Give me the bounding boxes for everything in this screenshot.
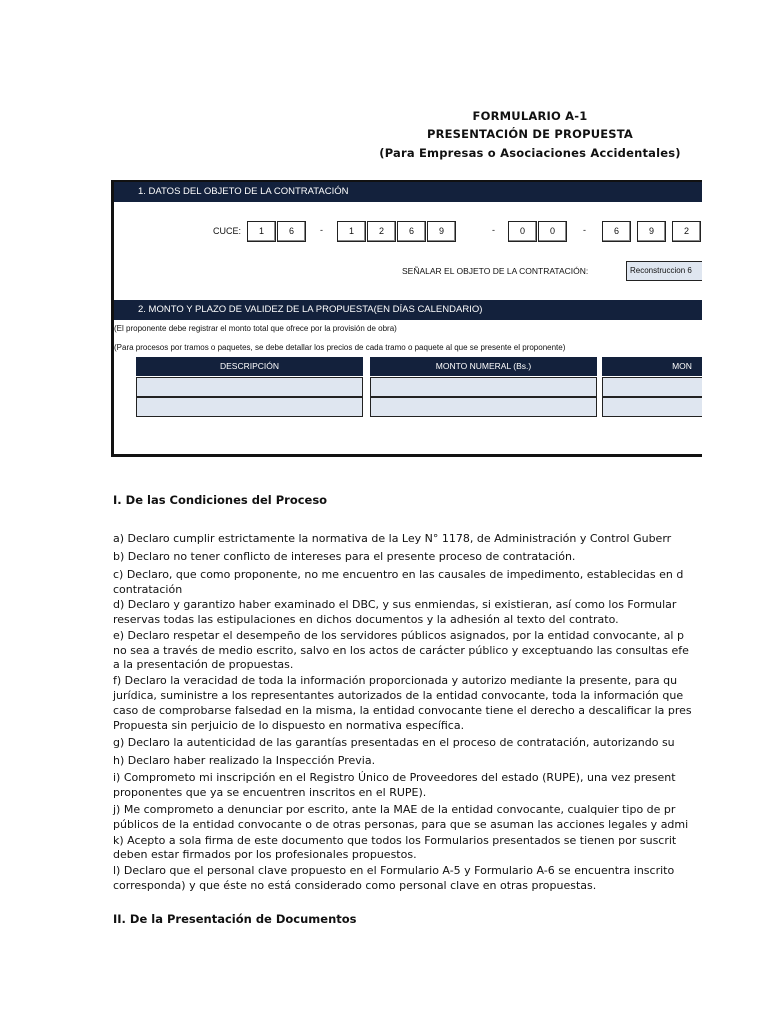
clause-line: g) Declaro la autenticidad de las garantías presentadas en el proceso de contratación, autorizando su xyxy=(113,736,675,749)
cuce-digit[interactable]: 9 xyxy=(637,221,666,242)
section-heading: I. De las Condiciones del Proceso xyxy=(113,493,328,507)
cuce-dash: - xyxy=(583,225,586,235)
clause-line: e) Declaro respetar el desempeño de los servidores públicos asignados, por la entidad convocante, al p xyxy=(113,629,684,642)
clause-line: a) Declaro cumplir estrictamente la normativa de la Ley N° 1178, de Administración y Control Guberr xyxy=(113,532,672,545)
cuce-digit[interactable]: 6 xyxy=(602,221,631,242)
table-header-descripcion: DESCRIPCIÓN xyxy=(136,357,363,376)
clause-line: Propuesta sin perjuicio de lo dispuesto en normativa específica. xyxy=(113,719,465,732)
cuce-digit[interactable]: 6 xyxy=(277,221,306,242)
cuce-digit[interactable]: 9 xyxy=(427,221,456,242)
objeto-input[interactable]: Reconstruccion 6 xyxy=(626,261,702,281)
clause-line: c) Declaro, que como proponente, no me encuentro en las causales de impedimento, establecidas en d xyxy=(113,568,684,581)
clause-line: a la presentación de propuestas. xyxy=(113,658,294,671)
table-header-monto-literal: MON xyxy=(602,357,702,376)
note-tramos: (Para procesos por tramos o paquetes, se debe detallar los precios de cada tramo o paquete al que se presente el proponente) xyxy=(114,343,566,352)
clause-line: b) Declaro no tener conflicto de intereses para el presente proceso de contratación. xyxy=(113,550,576,563)
clause-line: j) Me comprometo a denunciar por escrito, ante la MAE de la entidad convocante, cualquier tipo de pr xyxy=(113,803,676,816)
clause-line: f) Declaro la veracidad de toda la información proporcionada y autorizo mediante la presente, para qu xyxy=(113,674,678,687)
form-subtitle: PRESENTACIÓN DE PROPUESTA xyxy=(426,127,634,141)
section-heading: II. De la Presentación de Documentos xyxy=(113,912,357,926)
section-2-band: 2. MONTO Y PLAZO DE VALIDEZ DE LA PROPUESTA(EN DÍAS CALENDARIO) xyxy=(114,300,702,320)
cuce-digit[interactable]: 1 xyxy=(247,221,276,242)
table-cell[interactable] xyxy=(370,397,597,417)
form-title: FORMULARIO A-1 xyxy=(472,109,588,123)
note-monto-total: (El proponente debe registrar el monto total que ofrece por la provisión de obra) xyxy=(114,324,397,333)
table-cell[interactable] xyxy=(602,397,702,417)
cuce-digit[interactable]: 0 xyxy=(508,221,537,242)
clause-line: caso de comprobarse falsedad en la misma, la entidad convocante tiene el derecho a descalificar la pres xyxy=(113,704,692,717)
cuce-digit[interactable]: 6 xyxy=(397,221,426,242)
clause-line: k) Acepto a sola firma de este documento que todos los Formularios presentados se tienen por suscrit xyxy=(113,834,677,847)
clause-line: públicos de la entidad convocante o de otras personas, para que se asuman las acciones legales y admi xyxy=(113,818,689,831)
table-cell[interactable] xyxy=(602,377,702,397)
clause-line: reservas todas las estipulaciones en dichos documentos y la adhesión al texto del contrato. xyxy=(113,613,619,626)
table-header-monto-numeral: MONTO NUMERAL (Bs.) xyxy=(370,357,597,376)
cuce-digit[interactable]: 0 xyxy=(538,221,567,242)
clause-line: deben estar firmados por los profesionales propuestos. xyxy=(113,848,417,861)
table-cell[interactable] xyxy=(370,377,597,397)
clause-line: h) Declaro haber realizado la Inspección Previa. xyxy=(113,754,376,767)
clause-line: d) Declaro y garantizo haber examinado el DBC, y sus enmiendas, si existieran, así como los Formular xyxy=(113,598,677,611)
section-1-band: 1. DATOS DEL OBJETO DE LA CONTRATACIÓN xyxy=(114,182,702,202)
clause-line: jurídica, suministre a los representantes autorizados de la entidad convocante, toda la información que xyxy=(113,689,684,702)
cuce-digit[interactable]: 1 xyxy=(337,221,366,242)
form-box xyxy=(111,180,702,457)
clause-line: i) Comprometo mi inscripción en el Registro Único de Proveedores del estado (RUPE), una vez present xyxy=(113,771,676,784)
cuce-dash: - xyxy=(320,225,323,235)
table-cell[interactable] xyxy=(136,397,363,417)
cuce-digit[interactable]: 2 xyxy=(672,221,701,242)
table-cell[interactable] xyxy=(136,377,363,397)
clause-line: corresponda) y que éste no está considerado como personal clave en otras propuestas. xyxy=(113,879,597,892)
clause-line: l) Declaro que el personal clave propuesto en el Formulario A-5 y Formulario A-6 se encuentra inscrito xyxy=(113,864,675,877)
cuce-dash: - xyxy=(492,225,495,235)
clause-line: proponentes que ya se encuentren inscritos en el RUPE). xyxy=(113,786,427,799)
clause-line: no sea a través de medio escrito, salvo en los actos de carácter público y exceptuando las consultas efe xyxy=(113,644,689,657)
form-subtitle-2: (Para Empresas o Asociaciones Accidentales) xyxy=(379,146,681,160)
objeto-label: SEÑALAR EL OBJETO DE LA CONTRATACIÓN: xyxy=(402,266,589,276)
cuce-label: CUCE: xyxy=(213,226,242,236)
cuce-digit[interactable]: 2 xyxy=(367,221,396,242)
clause-line: contratación xyxy=(113,583,183,596)
